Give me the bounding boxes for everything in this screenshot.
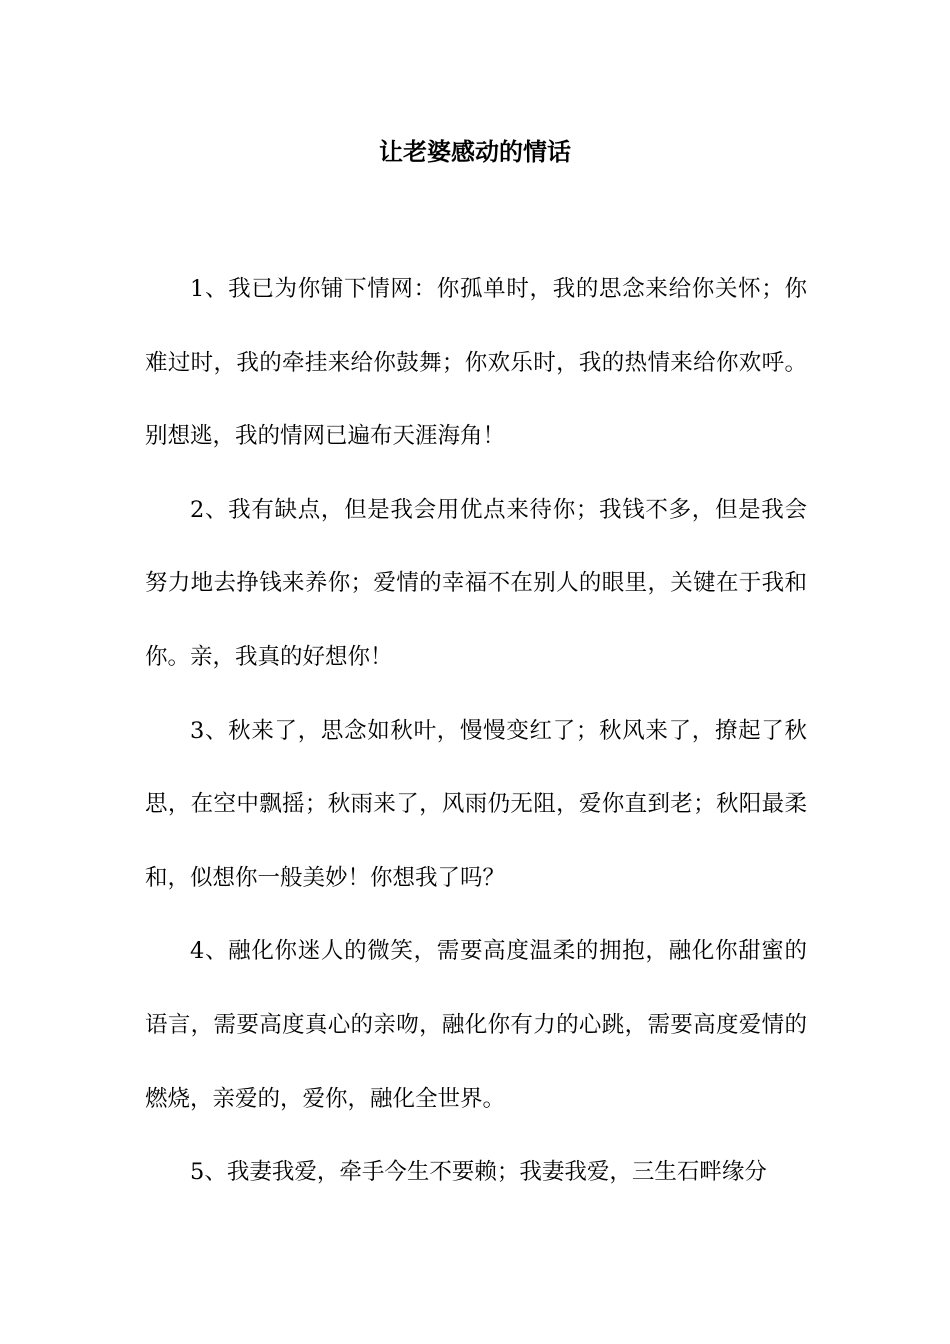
- paragraph-2: 2、我有缺点，但是我会用优点来待你；我钱不多，但是我会努力地去挣钱来养你；爱情的幸福不在别人的眼里，关键在于我和你。亲，我真的好想你！: [145, 496, 807, 670]
- paragraph-3: 3、秋来了，思念如秋叶，慢慢变红了；秋风来了，撩起了秋思，在空中飘摇；秋雨来了，风雨仍无阻，爱你直到老；秋阳最柔和，似想你一般美妙！你想我了吗？: [145, 717, 807, 891]
- paragraph-5: 5、我妻我爱，牵手今生不要赖；我妻我爱，三生石畔缘分: [190, 1159, 767, 1186]
- document-body: [145, 253, 807, 1210]
- paragraph-1: 1、我已为你铺下情网：你孤单时，我的思念来给你关怀；你难过时，我的牵挂来给你鼓舞；你欢乐时，我的热情来给你欢呼。别想逃，我的情网已遍布天涯海角！: [145, 276, 807, 450]
- document-title: 让老婆感动的情话: [379, 138, 571, 166]
- paragraph-4: 4、融化你迷人的微笑，需要高度温柔的拥抱，融化你甜蜜的语言，需要高度真心的亲吻，融化你有力的心跳，需要高度爱情的燃烧，亲爱的，爱你，融化全世界。: [145, 938, 807, 1112]
